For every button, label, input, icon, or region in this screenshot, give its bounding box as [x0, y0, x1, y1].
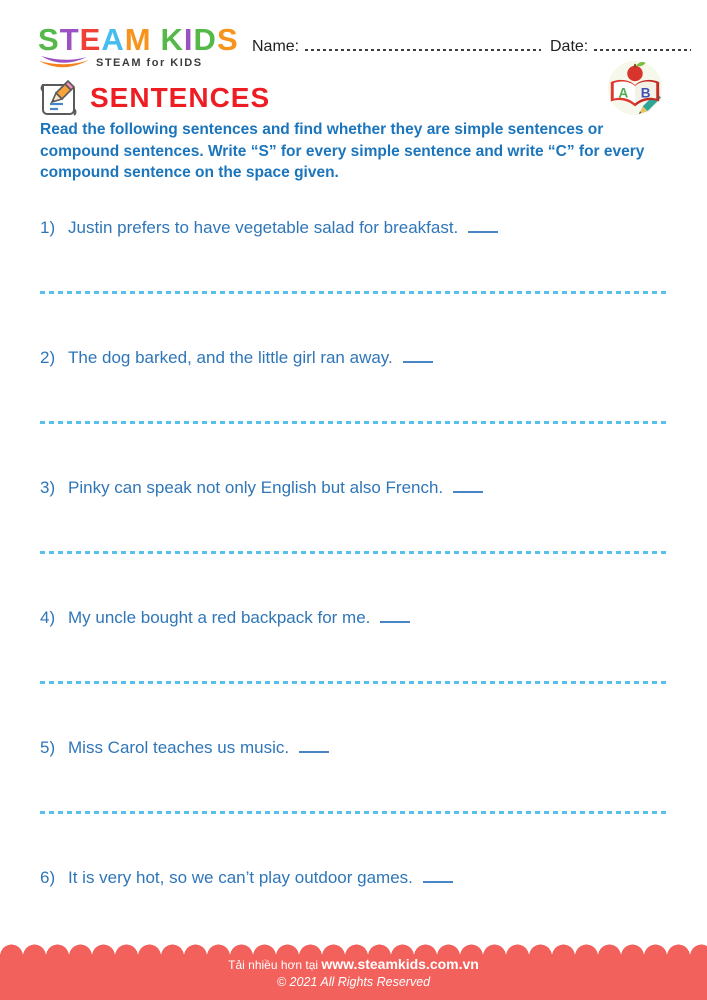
date-field-row [550, 38, 691, 56]
answer-blank[interactable] [380, 608, 410, 623]
answer-blank[interactable] [468, 218, 498, 233]
title-row [36, 78, 270, 118]
date-line[interactable] [594, 38, 691, 51]
question-text: My uncle bought a red backpack for me. [68, 608, 371, 627]
question-number: 4) [40, 608, 56, 627]
logo-subtitle: STEAM for KIDS [96, 56, 203, 69]
footer [0, 954, 707, 1000]
logo-letter: M [124, 22, 152, 57]
logo-letter: K [160, 22, 184, 57]
question-number: 6) [40, 868, 56, 887]
separator-line [40, 551, 668, 554]
answer-blank[interactable] [403, 348, 433, 363]
logo-letter: S [216, 22, 239, 57]
svg-text:A: A [618, 85, 629, 101]
logo-letter: S [38, 22, 60, 57]
page-title: SENTENCES [90, 82, 271, 113]
separator-line [40, 421, 668, 424]
abc-book-icon [606, 58, 664, 121]
footer-download-text [0, 956, 707, 974]
question-text: The dog barked, and the little girl ran away. [68, 348, 393, 367]
answer-blank[interactable] [453, 478, 483, 493]
separator-line [40, 291, 668, 294]
separator-line [40, 681, 668, 684]
logo-letter: E [79, 22, 102, 57]
question-row [40, 478, 668, 502]
logo-swoosh-icon [38, 55, 90, 70]
name-line[interactable] [305, 38, 541, 51]
question-text: Miss Carol teaches us music. [68, 738, 290, 757]
answer-blank[interactable] [423, 868, 453, 883]
question-row [40, 218, 668, 242]
name-field-row [252, 38, 541, 56]
answer-blank[interactable] [299, 738, 329, 753]
logo-letter: T [59, 22, 80, 57]
question-text: It is very hot, so we can’t play outdoor games. [68, 868, 413, 887]
logo-letter: I [183, 22, 194, 57]
logo-letter: A [101, 22, 125, 57]
question-number: 5) [40, 738, 56, 757]
separator-line [40, 811, 668, 814]
question-row [40, 738, 668, 762]
questions [40, 218, 668, 941]
question-row [40, 868, 668, 892]
question-text: Justin prefers to have vegetable salad for breakfast. [68, 218, 459, 237]
footer-download-prefix: Tải nhiều hơn tại [228, 958, 322, 972]
footer-copyright: © 2021 All Rights Reserved [276, 975, 431, 989]
question-text: Pinky can speak not only English but also French. [68, 478, 444, 497]
question-number: 1) [40, 218, 56, 237]
instructions-text: Read the following sentences and find whether they are simple sentences or compound sentences. Write “S” for every simple sentence and write “C” for every compound sentence on the space given. [40, 121, 645, 182]
date-label: Date: [550, 38, 589, 55]
footer-url[interactable]: www.steamkids.com.vn [321, 956, 479, 972]
question-row [40, 608, 668, 632]
question-number: 3) [40, 478, 56, 497]
logo-letter: D [193, 22, 217, 57]
question-row [40, 348, 668, 372]
pencil-pad-icon [36, 78, 80, 118]
logo-wordmark [38, 24, 239, 55]
steam-kids-logo [38, 24, 239, 70]
svg-text:B: B [640, 85, 651, 101]
name-label: Name: [252, 38, 300, 55]
question-number: 2) [40, 348, 56, 367]
